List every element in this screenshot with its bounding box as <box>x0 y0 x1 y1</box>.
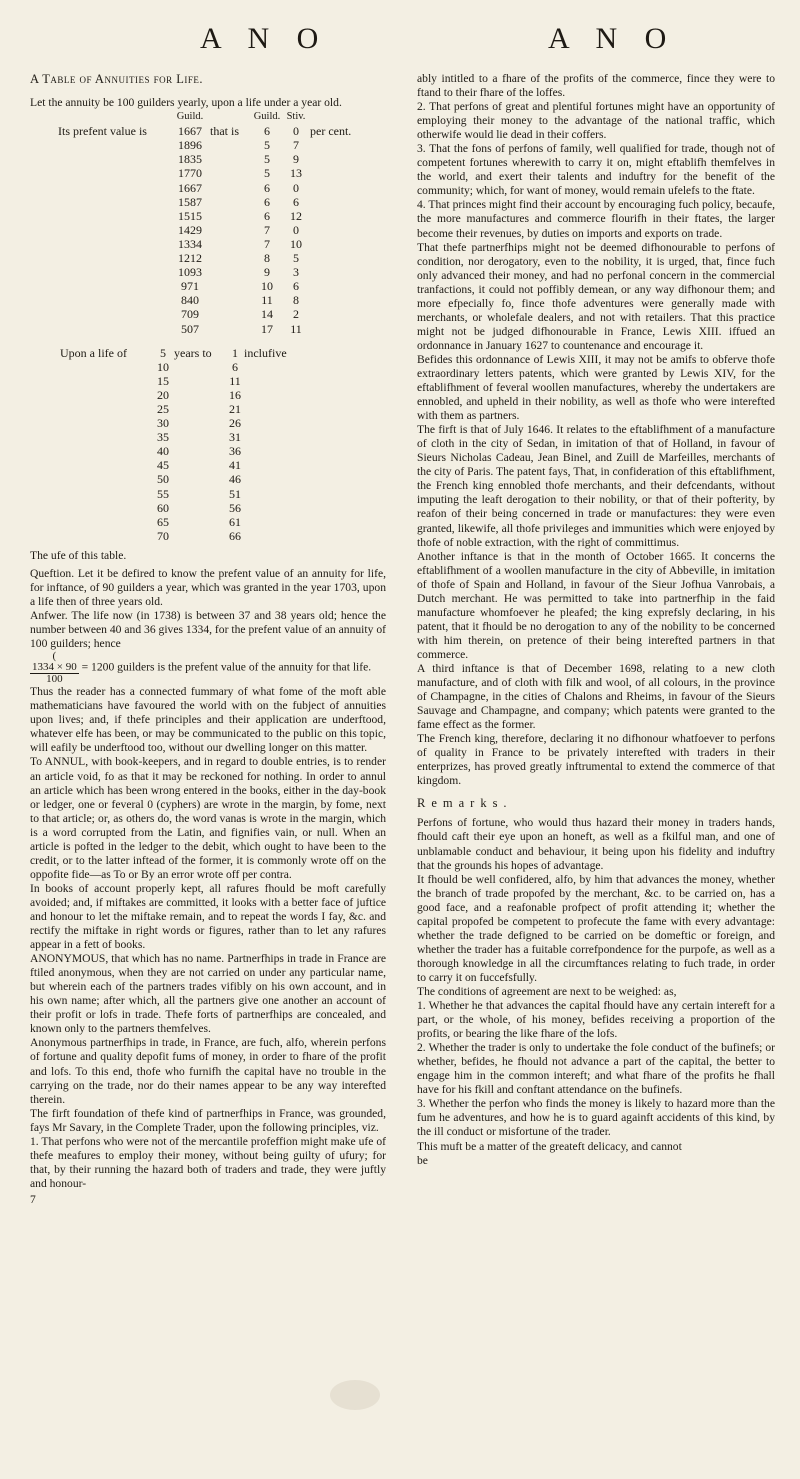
age-to-cell: 51 <box>229 486 241 501</box>
row-label <box>310 307 351 321</box>
row-label: inclufive <box>244 345 287 360</box>
row-label <box>58 152 170 166</box>
row-label <box>244 472 287 486</box>
table-row <box>60 458 287 472</box>
table-row <box>60 360 287 374</box>
running-head-left: A N O <box>200 22 329 55</box>
continued-paragraph: ably intitled to a fhare of the profits of the commerce, fince they were to ftand to their fhare of the loffes. <box>417 72 775 100</box>
row-label <box>58 138 170 152</box>
row-label <box>244 388 287 402</box>
value-cell: 709 <box>181 307 199 322</box>
row-label <box>174 360 226 374</box>
table-row <box>60 402 287 416</box>
table-row <box>58 237 351 251</box>
row-label <box>174 388 226 402</box>
row-label <box>210 322 252 336</box>
row-label <box>174 501 226 515</box>
value-cell: 1093 <box>178 265 202 280</box>
stiv-cell: 6 <box>293 194 299 209</box>
age-to-cell: 41 <box>229 458 241 473</box>
value-cell: 1667 <box>178 180 202 195</box>
stiv-cell: 0 <box>293 180 299 195</box>
value-cell: 507 <box>181 321 199 336</box>
header-spacer <box>310 110 351 124</box>
rafures-paragraph: In books of account properly kept, all rafures fhould be moft carefully avoided; and, if miftakes are committed, it looks with a better face of juftice and honour to let the miftake remain, and to repeat the words I fay, &c. and rectify the miftake in right words or figures, rather than to let any rafures appear in a fett of books. <box>30 881 386 952</box>
fraction-denominator: 100 <box>46 673 63 686</box>
anonymous-partnerships-paragraph: Anonymous partnerfhips in trade, in France, are fuch, alfo, wherein perfons of fortune and quality depofit fums of money, in order to fhare of the profit and lofs. To this end, thofe who furnifh the capital have no trouble in the carrying on the trade, nor do their names appear to be any way interefted therein. <box>30 1036 386 1106</box>
principle-2-paragraph: 2. That perfons of great and plentiful fortunes might have an opportunity of employing their money to the advantage of the national traffic, which otherwife would lie dead in their coffers. <box>417 100 775 142</box>
guild-cell: 9 <box>264 265 270 280</box>
row-label <box>210 279 252 293</box>
age-to-cell: 56 <box>229 500 241 515</box>
table-caption: The ufe of this table. <box>30 548 127 562</box>
row-label <box>60 430 152 444</box>
row-label <box>210 181 252 195</box>
table-row <box>60 388 287 402</box>
row-label <box>60 529 152 543</box>
row-label <box>58 279 170 293</box>
table-row <box>58 322 351 336</box>
value-cell: 1515 <box>178 208 202 223</box>
row-label <box>60 444 152 458</box>
question-paragraph: Queftion. Let it be defired to know the prefent value of an annuity for life, for inftance, of 90 guilders a year, which was granted in the year 1703, upon a life then of three years old. <box>30 566 386 609</box>
age-to-cell: 61 <box>229 514 241 529</box>
age-from-cell: 65 <box>157 514 169 529</box>
row-label <box>210 237 252 251</box>
age-to-cell: 31 <box>229 430 241 445</box>
age-from-cell: 30 <box>157 416 169 431</box>
row-label <box>244 515 287 529</box>
stiv-cell: 2 <box>293 307 299 322</box>
condition-3-paragraph: 3. Whether the perfon who finds the money is likely to hazard more than the fum he adventures, and how he is to guard againft accidents of this kind, by the ill conduct or misfortune of the trader. <box>417 1097 775 1139</box>
annul-paragraph: To ANNUL, with book-keepers, and in regard to double entries, is to render an article void, fo as that it may be reckoned for nothing. In order to annul an article which has been wrong entered in the books, either in the day-book or ledger, one or feveral 0 (cyphers) are wrote in the margin, by fome, next to that article; or, as others do, the word vanas is wrote in the margin, which is a word corrupted from the Latin, and fignifies vain, or null. When an article is pofted in the ledger to the debit, which ought to have been to the credit, or to the latter inftead of the former, it is commonly wrote off on the oppofite fide—as To or By an error wrote off per contra. <box>30 755 386 881</box>
row-label <box>310 152 351 166</box>
row-label: per cent. <box>310 124 352 139</box>
age-to-cell: 1 <box>232 345 238 360</box>
table-row <box>58 166 351 180</box>
table-row <box>60 515 287 529</box>
row-label <box>210 307 252 321</box>
row-label <box>58 251 170 265</box>
stiv-cell: 13 <box>290 166 302 181</box>
stiv-cell: 0 <box>293 222 299 237</box>
stiv-cell: 3 <box>293 265 299 280</box>
row-label <box>58 181 170 195</box>
row-label <box>58 265 170 279</box>
conditions-paragraph: The conditions of agreement are next to be weighed: as, <box>417 985 677 998</box>
row-label <box>244 444 287 458</box>
guild-cell: 5 <box>264 152 270 167</box>
row-label <box>244 430 287 444</box>
table-row <box>58 195 351 209</box>
row-label <box>174 487 226 501</box>
page-number: 7 <box>30 1192 36 1206</box>
row-label <box>244 501 287 515</box>
guild-cell: 10 <box>261 279 273 294</box>
age-to-cell: 6 <box>232 359 238 374</box>
guild-cell: 14 <box>261 307 273 322</box>
table-row <box>58 251 351 265</box>
guild-cell: 17 <box>261 321 273 336</box>
principle-3-paragraph: 3. That the fons of perfons of family, well qualified for trade, though not of competent fortunes wherewith to carry it on, might eftablifh themfelves in the world, and exert their talents and induftry for the benefit of the community; which, for want of money, would remain ufelefs to the ftate. <box>417 142 775 198</box>
row-label <box>244 416 287 430</box>
stiv-cell: 7 <box>293 138 299 153</box>
row-label <box>60 388 152 402</box>
row-label <box>174 472 226 486</box>
header-guild: Guild. <box>176 111 204 123</box>
principle-1-paragraph: 1. That perfons who were not of the mercantile profeffion might make ufe of thefe meafures to employ their money, without being guilty of ufury; for that, by their running the hazard both of traders and trade, they were juftly and honour- <box>30 1134 386 1190</box>
row-label <box>310 293 351 307</box>
row-label <box>310 265 351 279</box>
header-stiv: Stiv. <box>286 111 306 123</box>
age-from-cell: 70 <box>157 528 169 543</box>
table-row <box>60 346 287 360</box>
row-label <box>310 322 351 336</box>
stiv-cell: 5 <box>293 251 299 266</box>
row-label <box>174 529 226 543</box>
value-cell: 1896 <box>178 138 202 153</box>
table-row <box>58 138 351 152</box>
letters-patent-paragraph: Befides this ordonnance of Lewis XIII, it may not be amifs to obferve thofe extraordinary letters patents, which were granted by Lewis XIV, for the eftablifhment of feveral woollen manufactures, whereby the undertakers are ennobled, and upheld in their nobility, as well as thofe who were interefted with them as partners. <box>417 352 775 423</box>
row-label <box>210 152 252 166</box>
row-label <box>244 402 287 416</box>
sedan-paragraph: The firft is that of July 1646. It relates to the eftablifhment of a manufacture of cloth in the city of Sedan, in imitation of that of Holland, in favour of Sieurs Nicholas Cadeau, Jean Binel, and Zuill de Marfeilles, merchants of the city of Paris. The patent fays, That, in confideration of this eftablifhment, the French king ennobled thofe merchants, and their defcendants, without imputing the leaft derogation to their nobility, or that of their pofterity, by reafon of their being concerned in trade or manufactures: they were even granted, likewife, all thofe privileges and immunities which were enjoyed by thofe of noble extraction, with the right of committimus. <box>417 423 775 549</box>
guild-cell: 5 <box>264 166 270 181</box>
age-to-cell: 36 <box>229 444 241 459</box>
age-range-table <box>60 346 287 543</box>
table-row <box>60 374 287 388</box>
fraction-numerator: 1334 × 90 <box>32 661 77 674</box>
age-to-cell: 21 <box>229 401 241 416</box>
catchword: be <box>417 1153 428 1167</box>
row-label <box>58 322 170 336</box>
row-label <box>60 360 152 374</box>
age-to-cell: 46 <box>229 472 241 487</box>
row-label <box>210 166 252 180</box>
row-label <box>210 209 252 223</box>
fraction-tail: = 1200 guilders is the prefent value of the annuity for that life. <box>81 660 372 674</box>
age-to-cell: 26 <box>229 416 241 431</box>
row-label <box>60 402 152 416</box>
row-label <box>174 430 226 444</box>
intro-paragraph: Let the annuity be 100 guilders yearly, upon a life under a year old. <box>30 96 342 110</box>
row-label: Its prefent value is <box>58 124 147 139</box>
guild-cell: 5 <box>264 138 270 153</box>
annuity-value-table <box>58 110 351 336</box>
remarks-paragraph-2: It fhould be well confidered, alfo, by him that advances the money, whether the branch of trade propofed by the merchant, &c. to be carried on, has a good face, and a reafonable profpect of profit attending it; whether the capital propofed be competent to profecute the fame with every advantage: whether the trade defigned to be carried on be domeftic or foreign, and whether the trader has a fuitable correfpondence for the purpofe, as well as a thorough knowledge in all the circumftances relating to fuch trade, in order to carry it on fuccefsfully. <box>417 872 775 984</box>
row-label <box>244 374 287 388</box>
table-row <box>60 501 287 515</box>
row-label <box>60 458 152 472</box>
row-label <box>244 487 287 501</box>
guild-cell: 7 <box>264 222 270 237</box>
fraction: ( 1334 × 90 100 <box>32 650 77 686</box>
row-label <box>60 416 152 430</box>
age-from-cell: 25 <box>157 401 169 416</box>
age-from-cell: 5 <box>160 345 166 360</box>
row-label <box>210 195 252 209</box>
row-label <box>58 307 170 321</box>
age-from-cell: 40 <box>157 444 169 459</box>
row-label <box>58 195 170 209</box>
value-cell: 1770 <box>178 166 202 181</box>
value-cell: 1334 <box>178 236 202 251</box>
row-label <box>244 458 287 472</box>
row-label <box>244 529 287 543</box>
header-spacer <box>210 110 252 124</box>
stiv-cell: 11 <box>290 321 302 336</box>
row-label <box>244 360 287 374</box>
table-row <box>60 487 287 501</box>
closing-line <box>417 1140 775 1154</box>
row-label <box>310 181 351 195</box>
left-column <box>30 72 386 1207</box>
header-guild: Guild. <box>253 111 281 123</box>
table-row <box>58 181 351 195</box>
age-from-cell: 20 <box>157 387 169 402</box>
value-cell: 1667 <box>178 124 202 139</box>
value-cell: 1835 <box>178 152 202 167</box>
stiv-cell: 0 <box>293 124 299 139</box>
principle-4-paragraph: 4. That princes might find their account by encouraging fuch policy, becaufe, the more manufactures and commerce flourifh in their ftates, the larger become their revenues, by duties on imports and exports on trade. <box>417 198 775 240</box>
table-row <box>60 529 287 543</box>
table-header-row <box>58 110 351 124</box>
anonymous-paragraph: ANONYMOUS, that which has no name. Partnerfhips in trade in France are ftiled anonymous, when they are not carried on under any particular name, but wherein each of the partners trades vifibly on his own account, and in his own name; after which, all the partners give one another an account of their profit or lofs in trade. Thefe forts of partnerfhips are concealed, and known only to the partners themfelves. <box>30 952 386 1036</box>
row-label <box>310 138 351 152</box>
answer-paragraph: Anfwer. The life now (in 1738) is between 37 and 38 years old; hence the number between 40 and 36 gives 1334, for the prefent value of an annuity of 100 guilders; hence <box>30 609 386 651</box>
row-label <box>310 279 351 293</box>
row-label <box>174 416 226 430</box>
summary-paragraph: Thus the reader has a connected fummary of what fome of the moft able mathematicians have favoured the world with on the fubject of annuities upon lives; and, if thefe principles and their application are underftood, whatever elfe has been, or may be communicated to the public on this topic, will eafily be underftood too, without our dwelling longer on this matter. <box>30 685 386 755</box>
paper-stain <box>330 1380 380 1410</box>
age-from-cell: 50 <box>157 472 169 487</box>
value-cell: 840 <box>181 293 199 308</box>
fraction-line <box>30 651 386 685</box>
right-column <box>417 72 775 1168</box>
stiv-cell: 10 <box>290 236 302 251</box>
age-from-cell: 35 <box>157 430 169 445</box>
value-cell: 971 <box>181 279 199 294</box>
guild-cell: 11 <box>261 293 273 308</box>
age-from-cell: 10 <box>157 359 169 374</box>
row-label <box>58 293 170 307</box>
age-to-cell: 16 <box>229 387 241 402</box>
row-label <box>310 223 351 237</box>
row-label <box>310 209 351 223</box>
row-label <box>58 223 170 237</box>
row-label: years to <box>174 345 212 360</box>
row-label <box>174 402 226 416</box>
row-label <box>60 472 152 486</box>
nobility-paragraph: That thefe partnerfhips might not be deemed difhonourable to perfons of condition, nor derogatory, even to the nobility, it is urged, that, fince fuch only advanced their money, and had no perfonal concern in the commercial tranfactions, it could not poffibly demean, or any way difhonour them; and more efpecially fo, fince thofe adventures were generally made with merchants, or wholefale dealers, and not with retailers. That this practice might not be judged difhonourable in France, Lewis XIII. iffued an ordonnance in January 1627 to countenance and encourage it. <box>417 240 775 352</box>
table-row <box>60 416 287 430</box>
value-cell: 1212 <box>178 251 202 266</box>
row-label <box>174 458 226 472</box>
running-head-right: A N O <box>548 22 677 55</box>
table-row <box>60 472 287 486</box>
table-row <box>58 307 351 321</box>
guild-cell: 6 <box>264 180 270 195</box>
age-to-cell: 11 <box>229 373 241 388</box>
stiv-cell: 6 <box>293 279 299 294</box>
row-label <box>174 444 226 458</box>
champagne-paragraph: A third inftance is that of December 1698, relating to a new cloth manufacture, and of cloth with filk and wool, of all colours, in the province of Champagne, in the cities of Chalons and Rheims, in favour of the Sieurs Sauvage and Champagne, and company; which patents were granted to the fame effect as the former. <box>417 661 775 732</box>
stiv-cell: 8 <box>293 293 299 308</box>
row-label <box>174 515 226 529</box>
row-label: Upon a life of <box>60 345 127 360</box>
stiv-cell: 12 <box>290 208 302 223</box>
age-from-cell: 45 <box>157 458 169 473</box>
row-label <box>210 223 252 237</box>
value-cell: 1429 <box>178 222 202 237</box>
condition-2-paragraph: 2. Whether the trader is only to undertake the fole conduct of the bufinefs; or whether, befides, he fhould not advance a part of the capital, the better to engage him in the common intereft; and what fhare of the profits he fhall have for his fkill and conftant attendance on the bufinefs. <box>417 1041 775 1097</box>
row-label <box>60 501 152 515</box>
row-label <box>174 374 226 388</box>
age-from-cell: 60 <box>157 500 169 515</box>
row-label <box>310 251 351 265</box>
condition-1-paragraph: 1. Whether he that advances the capital fhould have any certain intereft for a part, or the whole, of his money, befides receiving a proportion of the profits, or bearing the like fhare of the lofs. <box>417 999 775 1041</box>
table-row <box>58 223 351 237</box>
row-label <box>210 251 252 265</box>
abbeville-paragraph: Another inftance is that in the month of October 1665. It concerns the eftablifhment of a woollen manufacture in the city of Abbeville, in imitation of thofe of Spain and Holland, in favour of the Sieur Jofhua Vanrobais, a Dutch merchant. He was permitted to take into partnerfhip in the faid manufacture whomfoever he pleafed; the king exprefsly declaring, in his patent, that it fhould be no derogation to any of the nobility to be concerned with him therein, on pretence of their being interefted partners in that commerce. <box>417 549 775 661</box>
table-title: A Table of Annuities for Life. <box>30 72 203 86</box>
row-label <box>60 515 152 529</box>
age-from-cell: 55 <box>157 486 169 501</box>
remarks-heading: Remarks. <box>417 796 513 811</box>
row-label <box>310 195 351 209</box>
guild-cell: 6 <box>264 124 270 139</box>
row-label <box>60 487 152 501</box>
age-to-cell: 66 <box>229 528 241 543</box>
table-row <box>58 293 351 307</box>
row-label <box>58 237 170 251</box>
row-label <box>60 374 152 388</box>
french-king-paragraph: The French king, therefore, declaring it no difhonour whatfoever to perfons of quality in France to be privately interefted with traders in their enterprizes, has proved greatly inftrumental to extend the commerce of that kingdom. <box>417 732 775 788</box>
row-label <box>58 166 170 180</box>
row-label: that is <box>210 124 239 139</box>
value-cell: 1587 <box>178 194 202 209</box>
table-row <box>58 265 351 279</box>
guild-cell: 7 <box>264 236 270 251</box>
header-spacer <box>58 110 170 124</box>
table-row <box>60 444 287 458</box>
row-label <box>58 209 170 223</box>
guild-cell: 6 <box>264 194 270 209</box>
row-label <box>310 237 351 251</box>
foundation-paragraph: The firft foundation of thefe kind of partnerfhips in France, was grounded, fays Mr Savary, in the Complete Trader, upon the following principles, viz. <box>30 1106 386 1134</box>
row-label <box>210 138 252 152</box>
stiv-cell: 9 <box>293 152 299 167</box>
guild-cell: 8 <box>264 251 270 266</box>
table-row <box>60 430 287 444</box>
remarks-paragraph-1: Perfons of fortune, who would thus hazard their money in traders hands, fhould caft their eye upon an honeft, as well as a fkilful man, and one of unblamable conduct and behaviour, it being upon his fidelity and induftry that the grounds his hopes of advantage. <box>417 816 775 872</box>
table-row <box>58 209 351 223</box>
row-label <box>210 293 252 307</box>
table-row <box>58 152 351 166</box>
table-row <box>58 279 351 293</box>
guild-cell: 6 <box>264 208 270 223</box>
row-label <box>210 265 252 279</box>
table-row <box>58 124 351 138</box>
age-from-cell: 15 <box>157 373 169 388</box>
row-label <box>310 166 351 180</box>
closing-text: This muft be a matter of the greateft delicacy, and cannot <box>417 1139 682 1153</box>
